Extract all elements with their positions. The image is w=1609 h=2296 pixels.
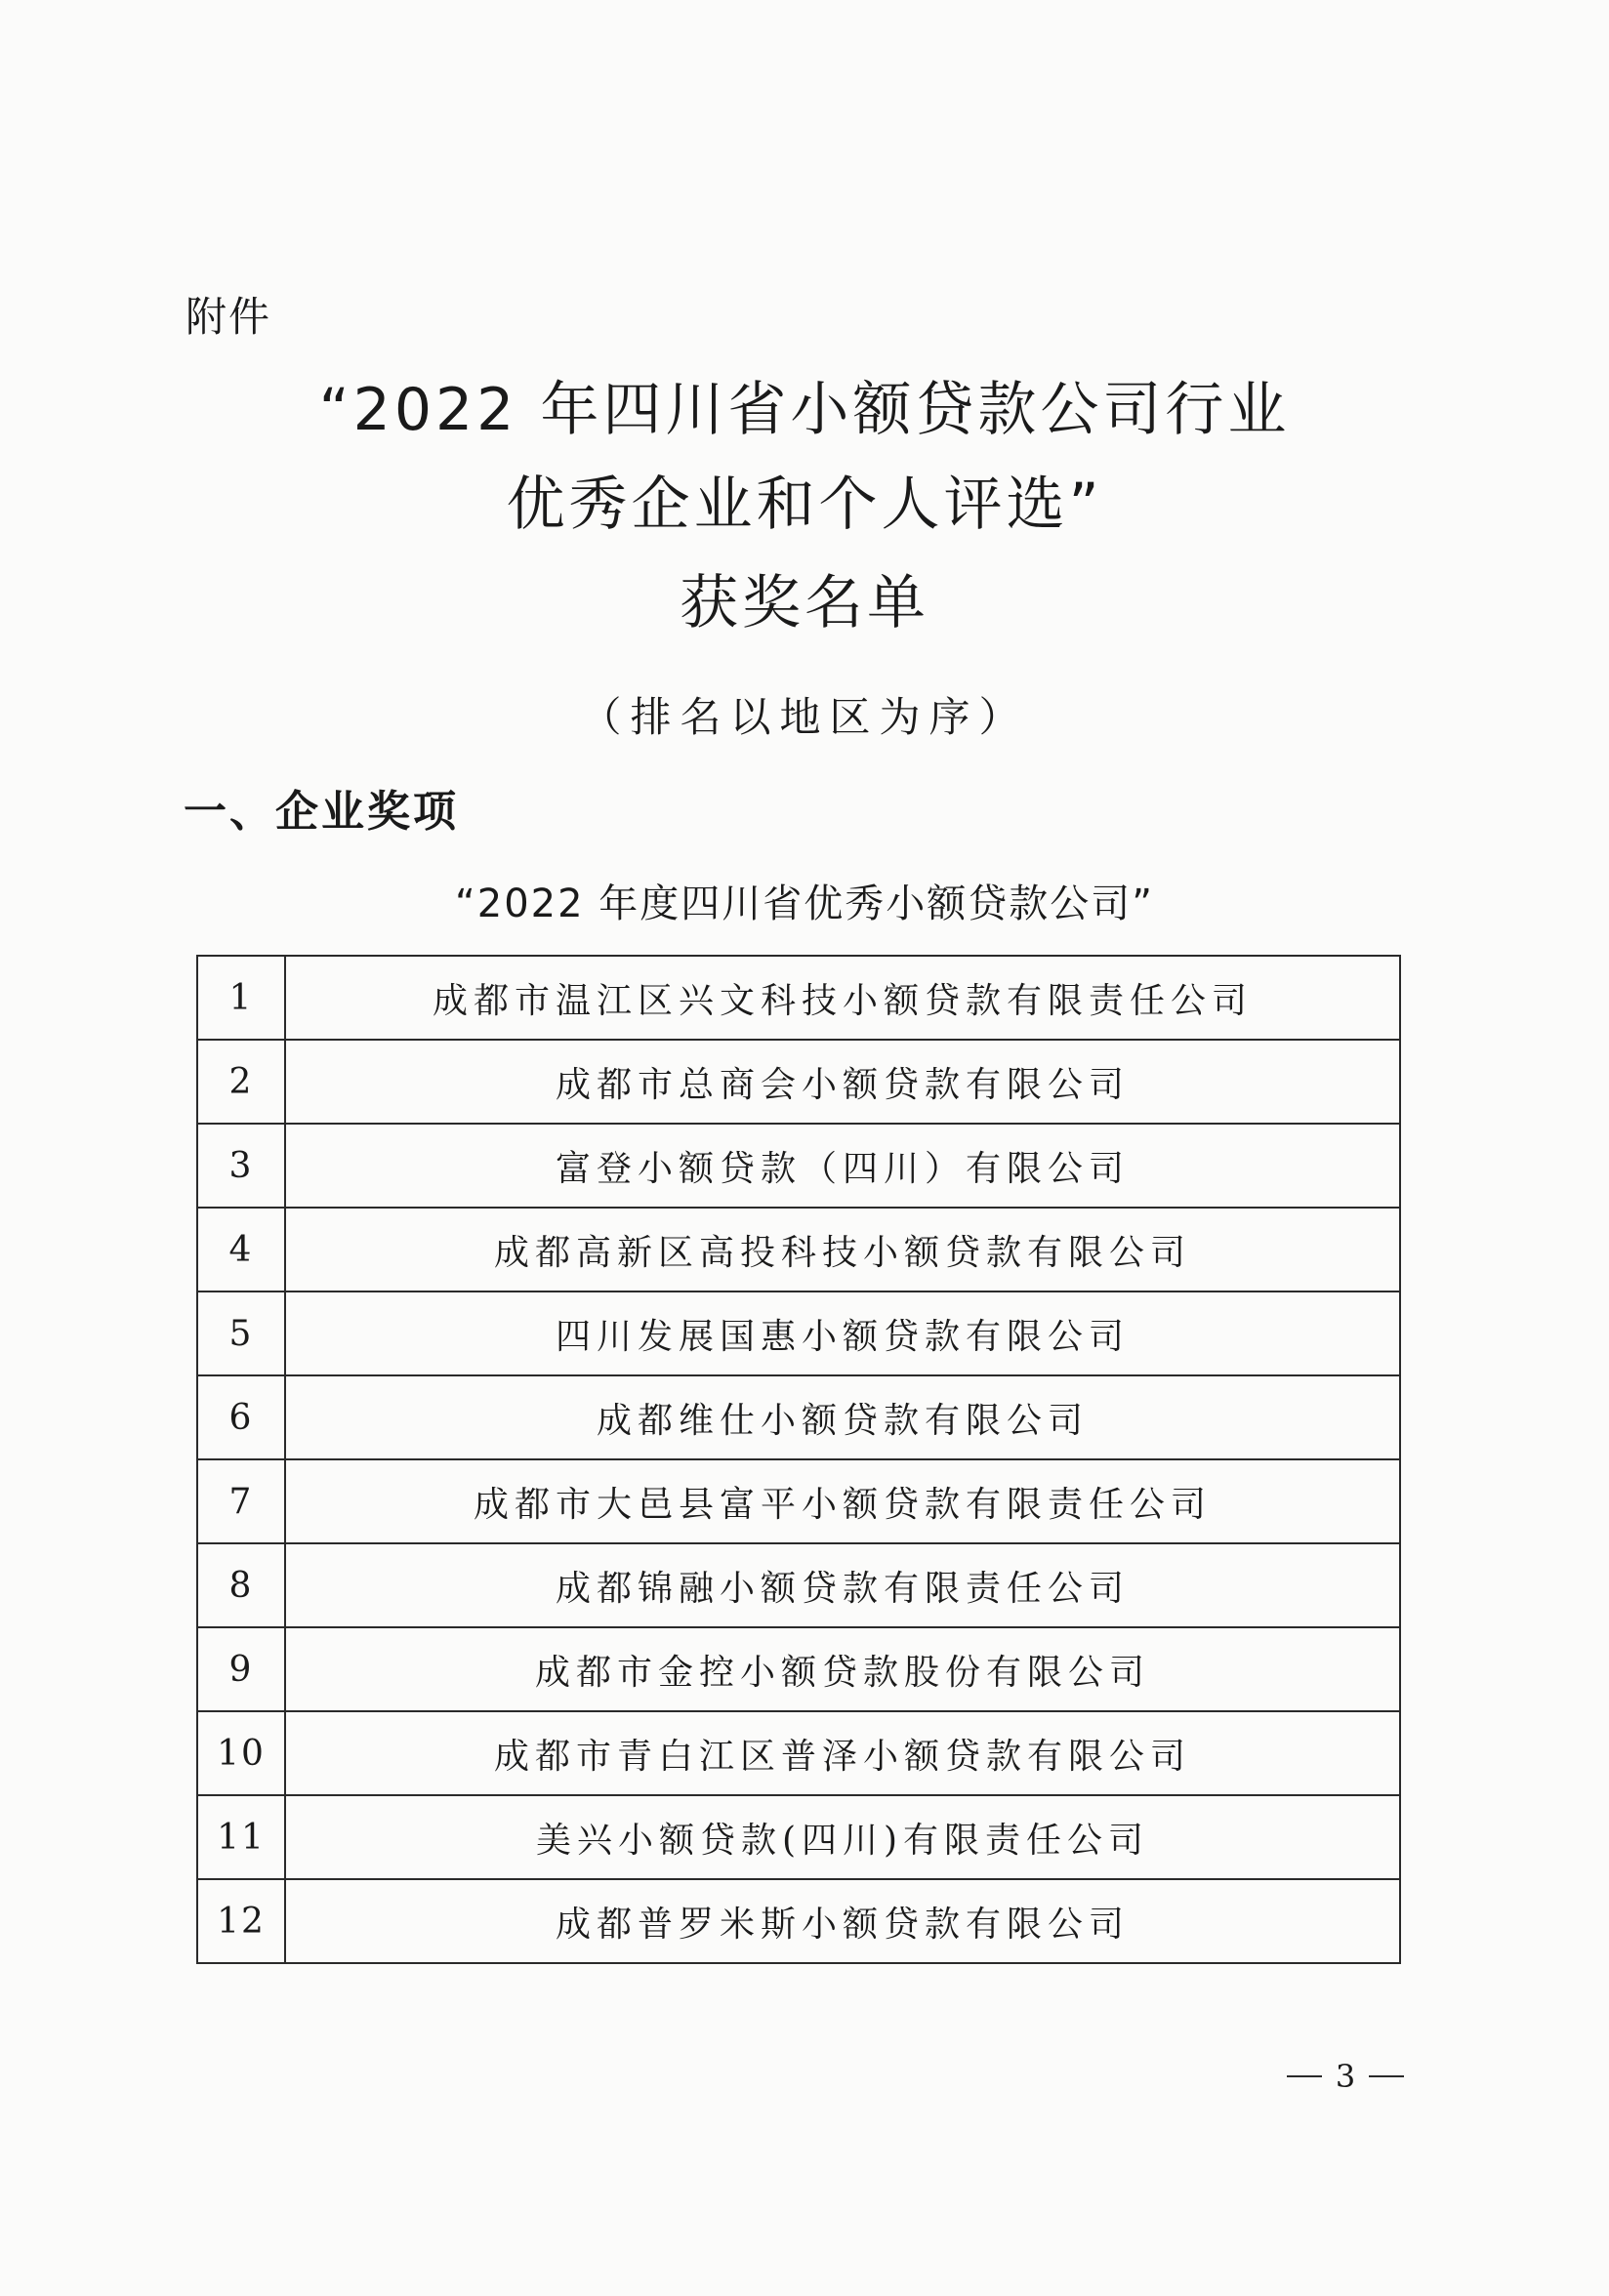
page-number-value: 3: [1335, 2058, 1356, 2095]
company-name: 美兴小额贷款(四川)有限责任公司: [285, 1795, 1400, 1879]
row-number: 7: [197, 1459, 285, 1543]
row-number: 9: [197, 1627, 285, 1711]
company-name: 成都市大邑县富平小额贷款有限责任公司: [285, 1459, 1400, 1543]
company-name: 成都普罗米斯小额贷款有限公司: [285, 1879, 1400, 1963]
table-row: [197, 1627, 1400, 1711]
row-number: 4: [197, 1208, 285, 1292]
table-row: [197, 1375, 1400, 1459]
company-name: 成都市青白江区普泽小额贷款有限公司: [285, 1711, 1400, 1795]
company-name: 成都市温江区兴文科技小额贷款有限责任公司: [285, 956, 1400, 1040]
company-name: 成都锦融小额贷款有限责任公司: [285, 1543, 1400, 1627]
row-number: 6: [197, 1375, 285, 1459]
page-number: [1287, 2058, 1404, 2095]
company-name: 成都高新区高投科技小额贷款有限公司: [285, 1208, 1400, 1292]
table-row: [197, 1124, 1400, 1208]
row-number: 5: [197, 1292, 285, 1375]
row-number: 10: [197, 1711, 285, 1795]
page-number-dash-left: [1287, 2075, 1322, 2077]
title-line-1: “2022 年四川省小额贷款公司行业: [318, 376, 1291, 444]
row-number: 12: [197, 1879, 285, 1963]
table-row: [197, 1711, 1400, 1795]
company-name: 四川发展国惠小额贷款有限公司: [285, 1292, 1400, 1375]
title-line-3: 获奖名单: [680, 569, 929, 637]
table-row: [197, 1543, 1400, 1627]
award-list-title: “2022 年度四川省优秀小额贷款公司”: [455, 882, 1154, 926]
section-heading: 一、企业奖项: [184, 787, 459, 837]
table-row: [197, 1879, 1400, 1963]
row-number: 1: [197, 956, 285, 1040]
row-number: 11: [197, 1795, 285, 1879]
row-number: 8: [197, 1543, 285, 1627]
table-row: [197, 1208, 1400, 1292]
attachment-label: 附件: [186, 293, 272, 341]
award-table: [196, 955, 1401, 1964]
table-row: [197, 1795, 1400, 1879]
table-row: [197, 1040, 1400, 1124]
table-row: [197, 956, 1400, 1040]
table-row: [197, 1292, 1400, 1375]
company-name: 成都市金控小额贷款股份有限公司: [285, 1627, 1400, 1711]
table-row: [197, 1459, 1400, 1543]
subtitle: （排名以地区为序）: [580, 693, 1029, 741]
row-number: 3: [197, 1124, 285, 1208]
company-name: 成都市总商会小额贷款有限公司: [285, 1040, 1400, 1124]
company-name: 富登小额贷款（四川）有限公司: [285, 1124, 1400, 1208]
row-number: 2: [197, 1040, 285, 1124]
page-number-dash-right: [1369, 2075, 1404, 2077]
title-line-2: 优秀企业和个人评选”: [506, 471, 1103, 539]
company-name: 成都维仕小额贷款有限公司: [285, 1375, 1400, 1459]
